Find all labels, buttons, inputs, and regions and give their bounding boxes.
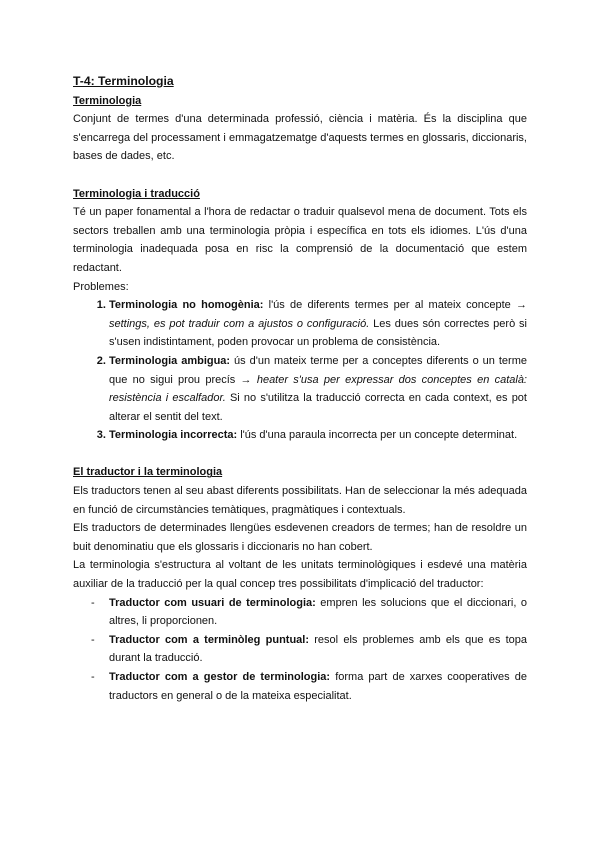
document-page (73, 72, 527, 705)
list-item: - Traductor com usuari de terminologia: empren les solucions que el diccionari, o altres, li proporcionen. (91, 596, 527, 628)
section-heading-traductor: El traductor i la terminologia (73, 466, 223, 479)
roles-list (73, 594, 527, 706)
section-heading-terminologia-traduccio: Terminologia i traducció (73, 187, 200, 200)
paragraph: La terminologia s'estructura al voltant de les unitats terminològiques i esdevé una matèria auxiliar de la traducció per la qual concep tres possibilitats d'implicació del traductor: (73, 559, 527, 591)
paragraph: Els traductors tenen al seu abast diferents possibilitats. Han de seleccionar la més adequada en funció de circumstàncies temàtiques, pragmàtiques i contextuals. (73, 485, 527, 516)
page-title: T-4: Terminologia (73, 74, 174, 88)
list-item: 2. Terminologia ambigua: ús d'un mateix terme per a conceptes diferents o un terme que no sigui prou precís → heater s'usa per expressar dos conceptes en català: resistència i escalfador. Si no s'utilitza la traducció correcta en cada context, es pot alterar el sentit del text. (109, 352, 527, 426)
problems-list (73, 296, 527, 445)
paragraph: Té un paper fonamental a l'hora de redactar o traduir qualsevol mena de document. Tots els sectors treballen amb una terminologia pròpia i específica en tots els idiomes. L'ús d'una terminologia inadequada posa en risc la comprensió de la documentació que estem redactant. (73, 206, 527, 274)
list-item: - Traductor com a gestor de terminologia: forma part de xarxes cooperatives de traductors en general o de la mateixa especialitat. (91, 671, 527, 702)
list-item: 1. Terminologia no homogènia: l'ús de diferents termes per al mateix concepte → settings, es pot traduir com a ajustos o configuració. Les dues són correctes però si s'usen indistintament, poden provocar un problema de consistència. (109, 296, 527, 352)
list-item: 3. Terminologia incorrecta: l'ús d'una paraula incorrecta per un concepte determinat. (109, 426, 527, 445)
paragraph: Conjunt de termes d'una determinada professió, ciència i matèria. És la disciplina que s'encarrega del processament i emmagatzematge d'aquests termes en glossaris, diccionaris, bases de dades, etc. (73, 113, 527, 163)
list-item: - Traductor com a terminòleg puntual: resol els problemes amb els que es topa durant la traducció. (91, 633, 527, 665)
section-heading-terminologia: Terminologia (73, 94, 142, 107)
paragraph: Els traductors de determinades llengües esdevenen creadors de termes; han de resoldre un buit denominatiu que els glossaris i diccionaris no han cobert. (73, 522, 527, 553)
problems-label: Problemes: (73, 280, 129, 293)
